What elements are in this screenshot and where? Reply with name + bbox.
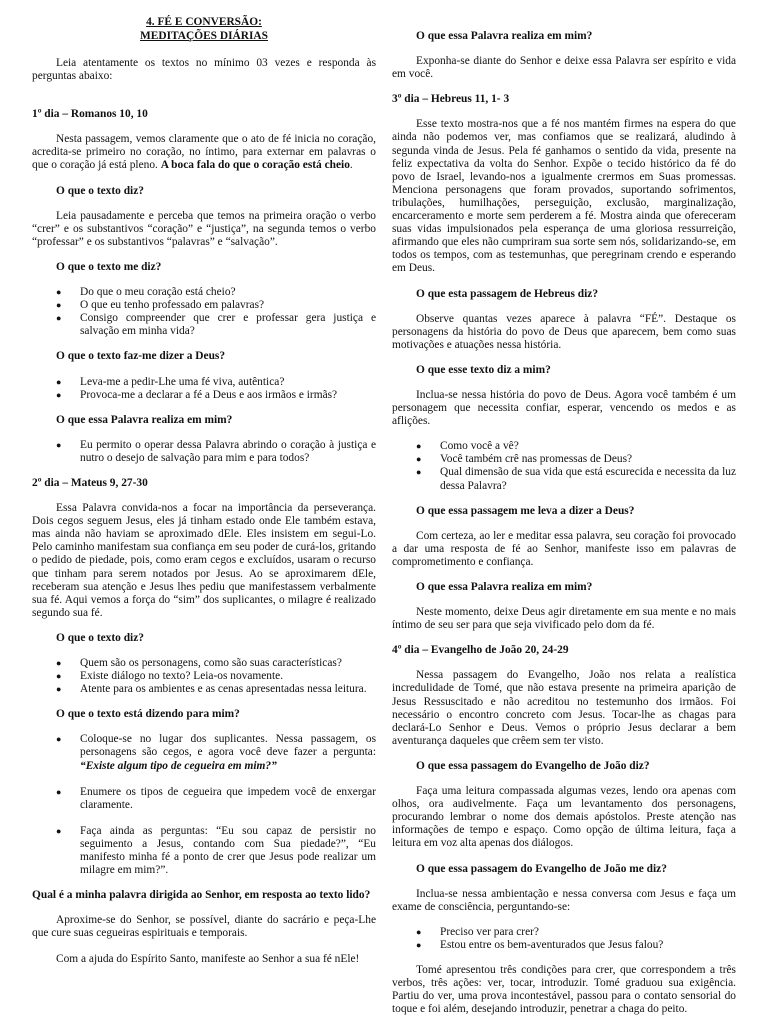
day2-heading: 2º dia – Mateus 9, 27-30 xyxy=(32,476,148,489)
list-item xyxy=(56,286,376,299)
list-item xyxy=(416,440,736,453)
day1-paragraph-end: . xyxy=(349,159,353,172)
carryover-question: O que essa Palavra realiza em mim? xyxy=(416,30,593,42)
bullet-icon: ● xyxy=(56,671,62,682)
list-item xyxy=(416,938,736,952)
list-item-text: Atente para os ambientes e as cenas apresentadas nessa leitura. xyxy=(80,683,367,696)
list-item-text: Provoca-me a declarar a fé a Deus e aos irmãos e irmãs? xyxy=(80,388,338,401)
list-item xyxy=(56,683,376,696)
list-item xyxy=(56,299,376,312)
list-item-text: Faça ainda as perguntas: “Eu sou capaz de persistir no seguimento a Jesus, contando com Sua piedade?”, “Eu manifesto minha fé a ponto de crer que Jesus pode realizar um milagre em mim?”. xyxy=(80,824,376,877)
list-item xyxy=(56,657,376,670)
day1-bullets-2 xyxy=(32,286,376,338)
list-item xyxy=(56,733,376,772)
list-item-text: Enumere os tipos de cegueira que impedem você de enxergar claramente. xyxy=(80,785,376,811)
carryover-answer: Exponha-se diante do Senhor e deixe essa Palavra ser espírito e vida em você. xyxy=(392,55,736,81)
day2-paragraph: Essa Palavra convida-nos a focar na importância da perseverança. Dois cegos seguem Jesus, eles já tinham estado onde Ele também estava, mas ainda não haviam se aproximado dEle. Eles insistem em segui-Lo. Pelo caminho manifestam sua confiança em seu poder de curá-los, gritando o pedido de piedade, pois, como eram cegos e excluídos, usaram o recurso que tinham para serem notados por Jesus. Ao se aproximarem dEle, receberam sua atenção e Jesus lhes pediu que manifestassem verbalmente sua fé. Aqui vemos a força do “sim” dos suplicantes, o milagre é realizado segundo sua fé. xyxy=(32,502,376,619)
day3-question-1: O que esta passagem de Hebreus diz? xyxy=(416,287,599,300)
list-item-text: Preciso ver para crer? xyxy=(440,925,539,938)
day1-paragraph-bold: A boca fala do que o coração está cheio xyxy=(160,159,350,172)
bullet-icon: ● xyxy=(416,939,422,950)
list-item xyxy=(56,312,376,338)
list-item xyxy=(56,388,376,402)
bullet-icon: ● xyxy=(56,300,62,311)
day4-answer-2: Inclua-se nessa ambientação e nessa conversa com Jesus e faça um exame de consciência, perguntando-se: xyxy=(392,887,736,913)
list-item-text: Você também crê nas promessas de Deus? xyxy=(440,453,633,466)
bullet-icon: ● xyxy=(416,926,422,937)
day1-paragraph xyxy=(32,133,376,172)
day4-question-1: O que essa passagem do Evangelho de João diz? xyxy=(416,759,650,772)
day1-bullets-3 xyxy=(32,376,376,402)
title-line-1: 4. FÉ E CONVERSÃO: xyxy=(146,16,262,28)
day3-paragraph: Esse texto mostra-nos que a fé nos mantém firmes na espera do que ainda não podemos ver, mas confiamos que se realizará, aludindo à segunda vinda de Jesus. Pela fé ganhamos o sentido da vida, presente na feliz expectativa da volta do Senhor. Expõe o tecido histórico da fé do povo de Israel, levando-nos a igualmente crermos em Suas promessas. Menciona personagens que foram provados, suportando sofrimentos, tribulações, humilhações, perseguição, exclusão, marginalização, encarceramento e morte sem perderem a fé. Mostra ainda que ofereceram suas vidas impulsionados pela esperança de uma gloriosa ressurreição, afirmando que eles não cumpriram sua sorte sem nós, solidarizando-se, em todos os tempos, com as testemunhas, que peregrinam crendo e esperando em Deus. xyxy=(392,118,736,275)
bullet-icon: ● xyxy=(416,454,422,465)
day3-question-3: O que essa passagem me leva a dizer a Deus? xyxy=(416,504,635,517)
bullet-icon: ● xyxy=(56,684,62,695)
list-item xyxy=(416,466,736,492)
list-item-text: Qual dimensão de sua vida que está escurecida e necessita da luz dessa Palavra? xyxy=(440,466,736,492)
day3-answer-2: Inclua-se nessa história do povo de Deus. Agora você também é um personagem que necessita confiar, esperar, vencendo os medos e as aflições. xyxy=(392,388,736,428)
bullet-icon: ● xyxy=(416,467,422,478)
bullet-icon: ● xyxy=(56,376,62,387)
list-item xyxy=(56,375,376,389)
day4-answer-1: Faça uma leitura compassada algumas vezes, lendo ora apenas com olhos, ora audivelmente. Faça um levantamento dos personagens, procurando lembrar o nome dos demais apóstolos. Preste atenção nas informações de tempo e espaço. Como opção de última leitura, faça a leitura em voz alta apenas dos diálogos. xyxy=(392,785,736,850)
bullet-icon: ● xyxy=(56,313,62,324)
list-item-emphasis: “Existe algum tipo de cegueira em mim?” xyxy=(80,759,277,772)
list-item xyxy=(56,824,376,877)
list-item-text: Do que o meu coração está cheio? xyxy=(80,286,236,299)
day2-question-2: O que o texto está dizendo para mim? xyxy=(56,708,240,721)
day3-bullets-2 xyxy=(392,440,736,492)
list-item xyxy=(416,925,736,939)
list-item-text: Leva-me a pedir-Lhe uma fé viva, autêntica? xyxy=(80,375,285,388)
day4-bullets-2 xyxy=(392,926,736,952)
list-item-text: Como você a vê? xyxy=(440,440,519,453)
page-title xyxy=(32,16,376,43)
day1-answer-1: Leia pausadamente e perceba que temos na primeira oração o verbo “crer” e os substantivos “coração” e “justiça”, na segunda temos o verbo “professar” e os substantivos “palavras” e “salvação”. xyxy=(32,209,376,248)
day1-question-2: O que o texto me diz? xyxy=(56,260,162,273)
left-column xyxy=(32,10,376,978)
day3-question-2: O que esse texto diz a mim? xyxy=(416,363,551,376)
day2-bullets-2 xyxy=(32,733,376,877)
day3-answer-4: Neste momento, deixe Deus agir diretamente em sua mente e no mais íntimo de seu ser para que seja vivificado pelo dom da fé. xyxy=(392,606,736,632)
list-item xyxy=(56,670,376,683)
bullet-icon: ● xyxy=(56,786,62,797)
bullet-icon: ● xyxy=(56,439,62,450)
list-item-text: O que eu tenho professado em palavras? xyxy=(80,299,265,312)
list-item-text: Quem são os personagens, como são suas características? xyxy=(80,657,342,669)
day1-paragraph-text: Nesta passagem, vemos claramente que o ato de fé inicia no coração, acredita-se primeiro no coração, no íntimo, para externar em palavras o que o coração já está pleno. xyxy=(32,133,376,172)
day1-question-1: O que o texto diz? xyxy=(56,184,144,197)
bullet-icon: ● xyxy=(56,658,62,668)
list-item-text: Coloque-se no lugar dos suplicantes. Nessa passagem, os personagens são cegos, e agora você deve fazer a pergunta: xyxy=(80,733,376,759)
list-item-text: Estou entre os bem-aventurados que Jesus falou? xyxy=(440,938,664,951)
day3-answer-3: Com certeza, ao ler e meditar essa palavra, seu coração foi provocado a dar uma resposta de fé ao Senhor, manifeste isso em palavras de comprometimento e confiança. xyxy=(392,529,736,568)
list-item xyxy=(56,438,376,465)
title-line-2: MEDITAÇÕES DIÁRIAS xyxy=(140,29,268,42)
day2-answer-3: Aproxime-se do Senhor, se possível, diante do sacrário e peça-Lhe que cure suas cegueiras espirituais e temporais. xyxy=(32,914,376,940)
list-item xyxy=(56,785,376,812)
day2-question-1: O que o texto diz? xyxy=(56,631,144,644)
day4-paragraph: Nessa passagem do Evangelho, João nos relata a realística incredulidade de Tomé, que não estava presente na primeira aparição de Jesus Ressuscitado e não acreditou no testemunho dos irmãos. Foi necessário o encontro concreto com Jesus. Tocar-lhe as chagas para declará-Lo Senhor e Deus. Vemos o próprio Jesus declarar a bem aventurança daqueles que crêem sem ter visto. xyxy=(392,669,736,747)
day2-closing: Com a ajuda do Espírito Santo, manifeste ao Senhor a sua fé nEle! xyxy=(56,952,360,965)
list-item-text: Consigo compreender que crer e professar gera justiça e salvação em minha vida? xyxy=(80,312,376,338)
day4-closing: Tomé apresentou três condições para crer, que correspondem a três verbos, três ações: ver, tocar, introduzir. Tomé graduou sua exigência. Partiu do ver, uma prova incontestável, passou para o contato sensorial do toque e foi além, desejando introduzir, penetrar a chaga do peito. xyxy=(392,963,736,1016)
day1-bullets-4 xyxy=(32,439,376,465)
day1-question-4: O que essa Palavra realiza em mim? xyxy=(56,413,233,426)
day2-question-3: Qual é a minha palavra dirigida ao Senhor, em resposta ao texto lido? xyxy=(32,889,371,902)
right-column xyxy=(392,10,736,1028)
day4-question-2: O que essa passagem do Evangelho de João me diz? xyxy=(416,862,667,875)
day3-answer-1: Observe quantas vezes aparece à palavra “FÉ”. Destaque os personagens da história do povo de Deus que aparecem, bem como suas motivações e atuações nessa história. xyxy=(392,312,736,351)
day1-heading: 1º dia – Romanos 10, 10 xyxy=(32,108,148,121)
day4-heading: 4º dia – Evangelho de João 20, 24-29 xyxy=(392,644,569,657)
bullet-icon: ● xyxy=(416,441,422,452)
intro-paragraph: Leia atentamente os textos no mínimo 03 vezes e responda às perguntas abaixo: xyxy=(32,57,376,83)
bullet-icon: ● xyxy=(56,389,62,400)
list-item xyxy=(416,453,736,466)
bullet-icon: ● xyxy=(56,734,62,745)
bullet-icon: ● xyxy=(56,825,62,836)
day3-heading: 3º dia – Hebreus 11, 1- 3 xyxy=(392,93,510,106)
bullet-icon: ● xyxy=(56,287,62,298)
list-item-text: Eu permito o operar dessa Palavra abrindo o coração à justiça e nutro o desejo de salvação para mim e para todos? xyxy=(80,438,376,464)
day3-question-4: O que essa Palavra realiza em mim? xyxy=(416,581,593,593)
day2-bullets-1 xyxy=(32,657,376,696)
list-item-text: Existe diálogo no texto? Leia-os novamente. xyxy=(80,670,284,683)
day1-question-3: O que o texto faz-me dizer a Deus? xyxy=(56,350,226,363)
